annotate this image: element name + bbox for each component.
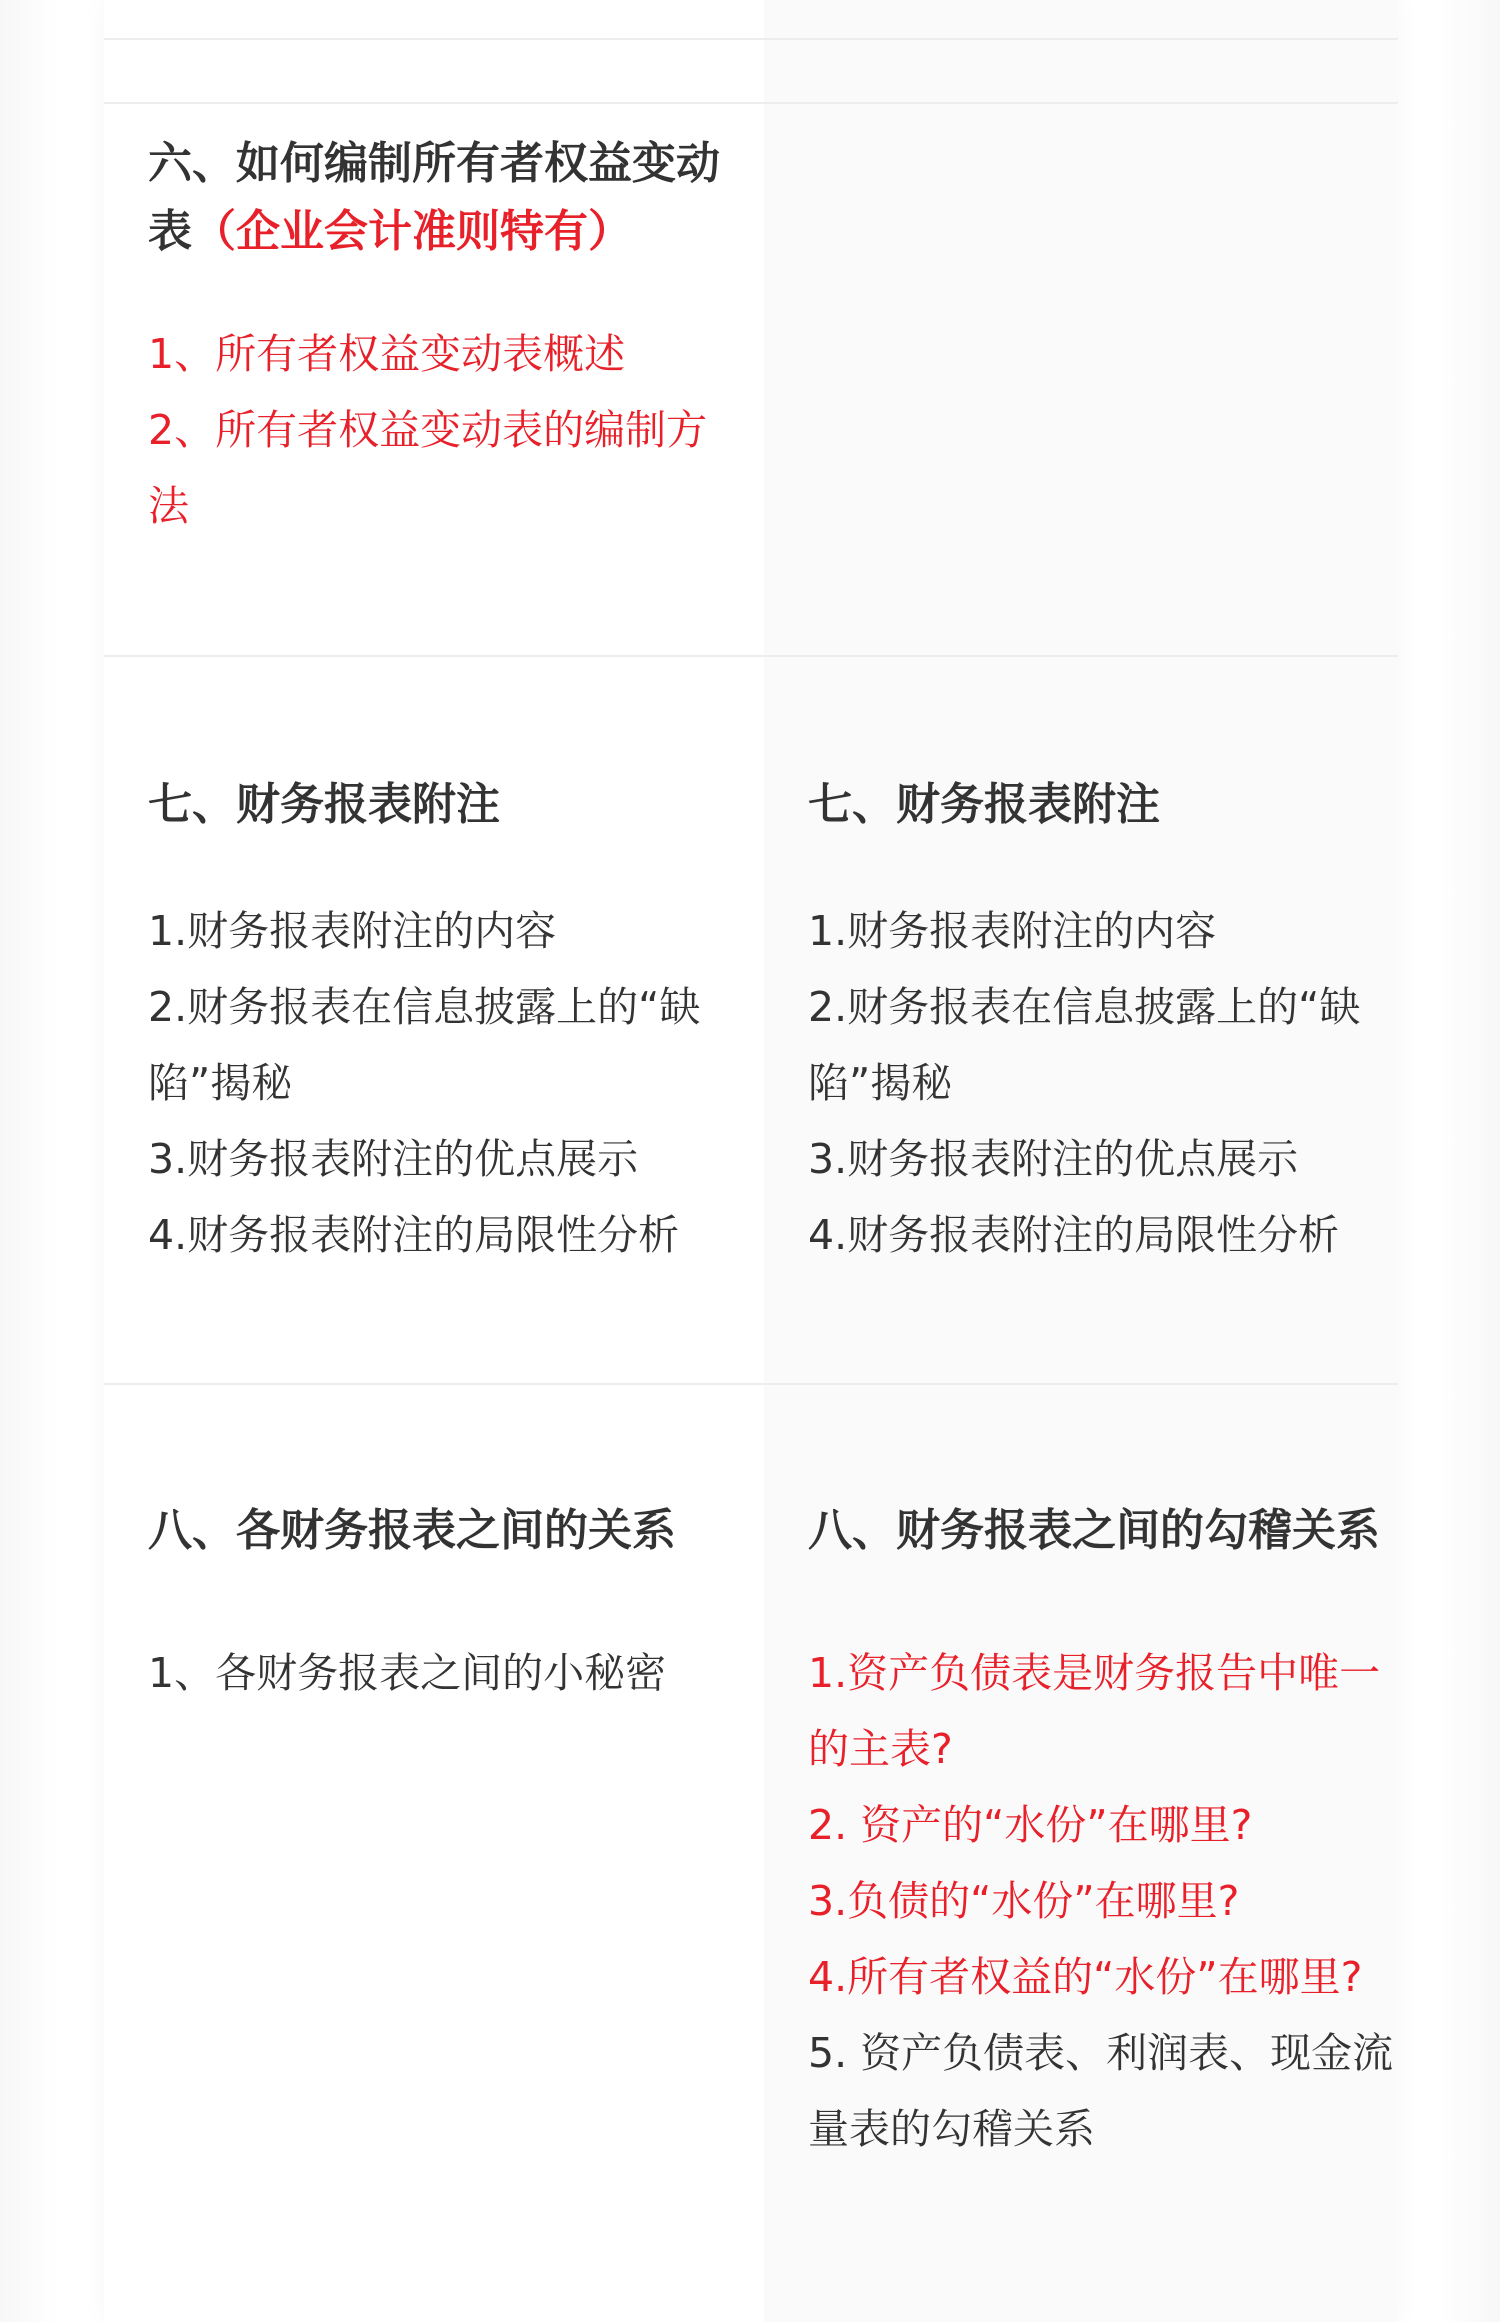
topic-list (808, 1635, 1398, 2167)
section-6-left-cell (148, 130, 748, 544)
list-item: 2.财务报表在信息披露上的“缺陷”揭秘 (148, 983, 701, 1107)
list-item: 1.财务报表附注的内容 (808, 907, 1217, 955)
section-heading-accent: （企业会计准则特有） (192, 206, 632, 257)
section-8-left-cell (148, 1497, 748, 1711)
list-item: 5. 资产负债表、利润表、现金流量表的勾稽关系 (808, 2029, 1394, 2153)
list-item: 2、所有者权益变动表的编制方法 (148, 406, 708, 530)
list-item: 3.负债的“水份”在哪里? (808, 1877, 1240, 1925)
list-item: 2.财务报表在信息披露上的“缺陷”揭秘 (808, 983, 1361, 1107)
list-item: 4.财务报表附注的局限性分析 (148, 1211, 680, 1259)
list-item: 1.财务报表附注的内容 (148, 907, 557, 955)
list-item: 1、各财务报表之间的小秘密 (148, 1649, 667, 1697)
list-item: 3.财务报表附注的优点展示 (148, 1135, 639, 1183)
section-heading: 八、各财务报表之间的关系 (148, 1505, 676, 1556)
topic-list (808, 893, 1398, 1273)
section-7-right-cell (808, 771, 1398, 1273)
row-divider (104, 655, 1398, 657)
row-divider (104, 38, 1398, 40)
section-heading-text: 六、如何编制所有者权益变动表 (148, 138, 720, 257)
section-7-left-cell (148, 771, 748, 1273)
topic-list (148, 1635, 748, 1711)
row-divider (104, 1383, 1398, 1385)
list-item: 2. 资产的“水份”在哪里? (808, 1801, 1253, 1849)
topic-list (148, 316, 748, 544)
list-item: 1.资产负债表是财务报告中唯一的主表? (808, 1649, 1381, 1773)
section-heading: 八、财务报表之间的勾稽关系 (808, 1505, 1380, 1556)
section-heading: 七、财务报表附注 (808, 779, 1160, 830)
topic-list (148, 893, 748, 1273)
list-item: 4.财务报表附注的局限性分析 (808, 1211, 1340, 1259)
comparison-table (104, 0, 1398, 2322)
section-8-right-cell (808, 1497, 1398, 2167)
section-heading (148, 130, 748, 266)
section-heading: 七、财务报表附注 (148, 779, 500, 830)
row-divider (104, 102, 1398, 104)
list-item: 3.财务报表附注的优点展示 (808, 1135, 1299, 1183)
list-item: 1、所有者权益变动表概述 (148, 330, 626, 378)
list-item: 4.所有者权益的“水份”在哪里? (808, 1953, 1363, 2001)
